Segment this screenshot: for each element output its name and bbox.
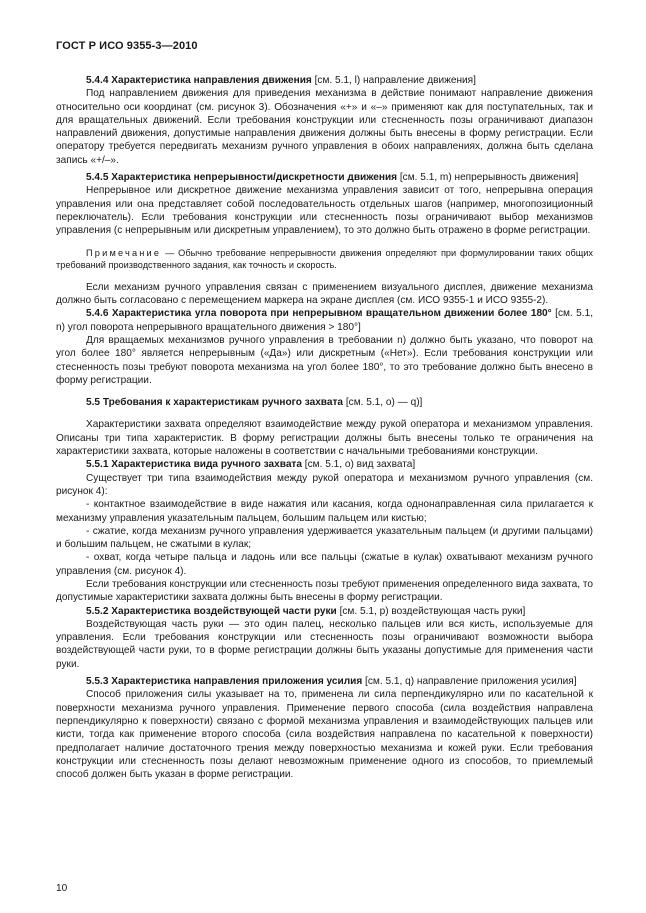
document-header: ГОСТ Р ИСО 9355-3—2010	[56, 40, 198, 52]
paragraph: Непрерывное или дискретное движение механизма управления зависит от того, непрерывна операция управления или она представляет собой последовательность отдельных шагов (например, многопозиционный переключатель). Если требования конструкции или стесненность позы ограничивают выбор механизмов управления (с непрерывным или дискретным управлением), то это должно быть отражено в форме регистрации.	[56, 185, 593, 237]
note	[56, 247, 593, 272]
page-number: 10	[56, 883, 68, 894]
list-item: - сжатие, когда механизм ручного управления удерживается указательным пальцем (и другими пальцами) и большим пальцем, не сжатыми в кулак;	[56, 525, 593, 551]
note-text: — Обычно требование непрерывности движения определяют при формулировании таких общих требований производственного задания, как точность и скорость.	[56, 247, 593, 271]
note-lead: Примечание	[86, 247, 162, 258]
paragraph: Под направлением движения для приведения механизма в действие понимают направление движения относительно оси координат (см. рисунок 3). Обозначения «+» и «–» применяют как для поступательных, так и для вращательных движений. Если требования конструкции или стесненность позы ограничивают диапазон направлений движения, допустимые направления движения должны быть внесены в форму регистрации. Если оператору требуется передвигать механизм ручного управления в обоих направлениях, должна быть сделана запись «+/–».	[56, 88, 593, 166]
paragraph: Существует три типа взаимодействия между рукой оператора и механизмом ручного управления (см. рисунок 4):	[56, 472, 593, 497]
section-ref: [см. 5.1, q) направление приложения усилия]	[362, 676, 577, 688]
section-title: 5.5.2 Характеристика воздействующей части руки	[86, 605, 337, 617]
section-5-4-6-heading	[56, 307, 593, 334]
section-ref: [см. 5.1, l) направление движения]	[311, 75, 476, 86]
section-5-5-2-heading	[56, 605, 593, 618]
section-title: 5.5.1 Характеристика вида ручного захвата	[86, 459, 302, 471]
paragraph: Характеристики захвата определяют взаимодействие между рукой оператора и механизмом управления. Описаны три типа характеристик. В форму регистрации должны быть внесены только те ограничения на характеристики захвата, которые наложены в соответствии с начальными требованиями конструкции.	[56, 419, 593, 458]
section-5-5-heading	[56, 396, 593, 409]
list-item: - охват, когда четыре пальца и ладонь или все пальцы (сжатые в кулак) охватывают механизм ручного управления (см. рисунок 4).	[56, 552, 593, 577]
section-5-5-3-heading	[56, 675, 593, 688]
section-title: 5.4.4 Характеристика направления движения	[86, 75, 312, 86]
section-5-4-5-heading	[56, 171, 593, 184]
section-title: 5.5 Требования к характеристикам ручного захвата	[86, 397, 344, 409]
paragraph: Для вращаемых механизмов ручного управления в требовании n) должно быть указано, что поворот на угол более 180° является непрерывным («Да») или дискретным («Нет»). Если требования конструкции или стесненность позы требуют поворота механизма на угол более 180°, то это требование должно быть внесено в форму регистрации.	[56, 334, 593, 386]
section-title: 5.5.3 Характеристика направления приложения усилия	[86, 676, 363, 688]
section-title: 5.4.5 Характеристика непрерывности/дискретности движения	[86, 172, 398, 184]
section-ref: [см. 5.1, р) воздействующая часть руки]	[336, 605, 526, 617]
section-ref: [см. 5.1, m) непрерывность движения]	[397, 172, 579, 184]
section-ref: [см. 5.1, n) угол поворота непрерывного вращательного движения > 180°]	[56, 308, 594, 333]
section-5-4-4-heading	[56, 74, 593, 87]
section-ref: [см. 5.1, о) — q)]	[343, 397, 423, 409]
paragraph: Если требования конструкции или стесненность позы требуют применения определенного вида захвата, то допустимые характеристики захвата должны быть внесены в форму регистрации.	[56, 578, 593, 604]
paragraph: Если механизм ручного управления связан с применением визуального дисплея, движение механизма должно быть согласовано с перемещением маркера на экране дисплея (см. ИСО 9355-1 и ИСО 9355-2).	[56, 281, 593, 307]
section-ref: [см. 5.1, о) вид захвата]	[302, 459, 416, 471]
list-item: - контактное взаимодействие в виде нажатия или касания, когда однонаправленная сила прилагается к механизму управления указательным пальцем, большим пальцем или кистью;	[56, 499, 593, 524]
section-title: 5.4.6 Характеристика угла поворота при непрерывном вращательном движении более 180°	[86, 308, 552, 320]
document-page	[56, 40, 593, 781]
paragraph: Воздействующая часть руки — это один палец, несколько пальцев или вся кисть, используемые для управления. Если требования конструкции или стесненность позы ограничивают возможности выбора воздействующей части руки, то в форме регистрации должны быть указаны допустимые для применения части руки.	[56, 618, 593, 670]
section-5-5-1-heading	[56, 458, 593, 471]
paragraph: Способ приложения силы указывает на то, применена ли сила перпендикулярно или по касательной к поверхности механизма ручного управления. Применение первого способа (сила воздействия направлена перпендикулярно к поверхности) связано с формой механизма управления и взаимодействующих пальцев или кисти, тогда как применение второго способа (сила воздействия направлена по касательной к поверхности) предполагает наличие достаточного трения между поверхностью механизма и кожей руки. Если требования конструкции или стесненность позы делают невозможным применение одного из способов, то приемлемый способ должен быть указан в форме регистрации.	[56, 689, 593, 781]
